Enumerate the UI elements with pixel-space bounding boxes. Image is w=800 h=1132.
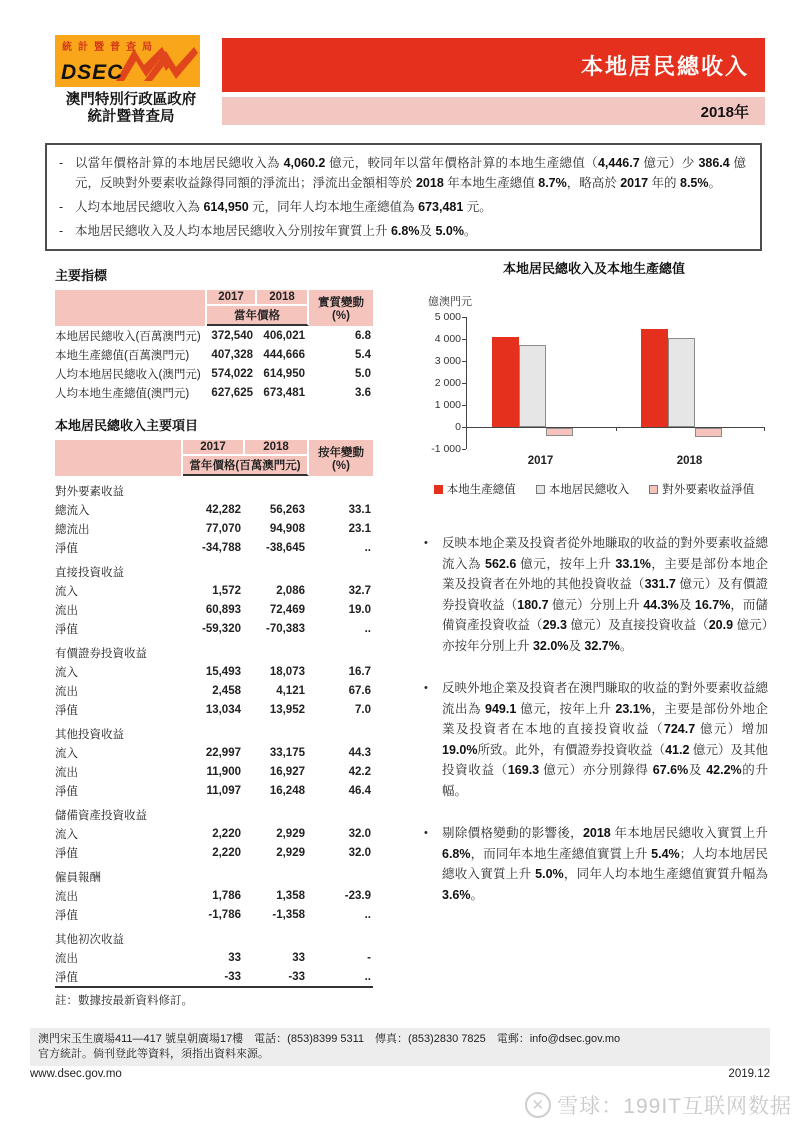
row-label: 淨值 [55,542,78,555]
table-row [55,800,373,824]
value-2017 [183,557,245,581]
dash-bullet: - [59,156,64,170]
table-row [55,638,373,662]
value-change: 16.7 [348,665,371,678]
row-label: 總流入 [55,504,90,517]
value-change: 33.1 [348,503,371,516]
watermark-text: 雪球：199IT互联网数据 [557,1095,792,1118]
analysis-item [420,823,768,905]
row-label: 流入 [55,585,78,598]
value-2018: 16,927 [269,765,305,778]
value-2017: 372,540 [211,329,253,342]
y-tick-label: 4 000 [434,333,461,345]
table-row [55,843,373,862]
value-2017: 15,493 [205,665,241,678]
key-highlights-box [45,143,762,251]
value-2017 [183,476,245,500]
year-banner [222,97,765,125]
value-change [309,719,373,743]
row-label: 僱員報酬 [55,872,101,884]
table1-change-header [309,290,373,326]
table2-title: 本地居民總收入主要項目 [55,418,199,433]
y-tick-mark [462,405,466,406]
value-change [309,638,373,662]
table-row [55,538,373,557]
change-header-line2: (%) [332,460,350,472]
key-indicators-table [55,290,373,402]
y-tick-mark [462,339,466,340]
row-label: 淨值 [55,971,78,984]
xueqiu-logo-icon: ✕ [525,1092,551,1118]
value-change: 5.4 [355,348,371,361]
legend-item [649,481,754,497]
value-2017: 574,022 [211,367,253,380]
value-2017: 627,625 [211,386,253,399]
dsec-acronym: DSEC [61,61,124,84]
value-change: 42.2 [348,765,371,778]
bar-2017-0 [492,337,519,427]
table1-title: 主要指標 [55,268,108,283]
table-row [55,762,373,781]
dash-bullet: - [59,200,64,214]
row-label: 有價證券投資收益 [55,648,147,660]
highlight-text: 以當年價格計算的本地居民總收入為 4,060.2 億元，較同年以當年價格計算的本地生產總值（4,446.7 億元）少 386.4 億元，反映對外要素收益錄得同額的淨流出；淨流出金額相等於 2018 年本地生產總值 8.7%，略高於 2017 年的 8.5%。 [75,156,746,190]
value-2017: 2,220 [212,846,241,859]
value-2018: 673,481 [263,386,305,399]
row-label: 流出 [55,685,78,698]
bar-2018-2 [695,428,722,437]
value-change: 3.6 [355,386,371,399]
footer-contact: 澳門宋玉生廣場411—417 號皇朝廣場17樓 電話：(853)8399 5311 傳真：(853)2830 7825 電郵：info@dsec.gov.mo [38,1033,621,1045]
y-tick-mark [462,361,466,362]
row-label: 流出 [55,952,78,965]
value-2017: 22,997 [205,746,241,759]
highlight-text: 本地居民總收入及人均本地居民總收入分別按年實質上升 6.8%及 5.0%。 [75,224,477,238]
value-2018 [245,476,309,500]
bar-2017-2 [546,428,573,436]
y-tick-label: 3 000 [434,355,461,367]
value-2018: 406,021 [263,329,305,342]
highlight-item [57,221,746,241]
table-row [55,326,373,345]
x-category-label: 2017 [527,455,554,467]
value-2017: -59,320 [201,622,241,635]
table-row [55,905,373,924]
table-row [55,924,373,948]
dot-bullet: • [424,682,428,694]
table-row [55,862,373,886]
dsec-logo [55,35,213,126]
value-2018: 2,086 [276,584,305,597]
value-2017: 77,070 [205,522,241,535]
page-title: 本地居民總收入 [580,53,749,79]
table-row [55,383,373,402]
dsec-logo-box [55,35,200,87]
y-tick-label: 5 000 [434,311,461,323]
table-bottom-rule [55,986,373,988]
legend-label: 本地生產總值 [446,484,516,496]
table-row [55,700,373,719]
value-2017: -33 [224,970,241,983]
value-change [309,862,373,886]
legend-label: 對外要素收益淨值 [662,484,755,496]
y-tick-mark [462,317,466,318]
value-change: 6.8 [355,329,371,342]
value-2018: -38,645 [265,541,305,554]
x-tick-mark [764,427,765,431]
value-change [309,476,373,500]
table-row [55,743,373,762]
legend-swatch [434,485,443,494]
value-change: .. [364,541,371,554]
value-2017: 33 [228,951,241,964]
footer-note: 官方統計。倘刊登此等資料，須指出資料來源。 [38,1047,269,1060]
main-components-table [55,440,373,988]
dash-bullet: - [59,224,64,238]
legend-item [434,481,516,497]
publication-date: 2019.12 [728,1068,770,1080]
row-label: 流入 [55,666,78,679]
value-2018: 18,073 [269,665,305,678]
value-change: 32.0 [348,846,371,859]
row-label: 本地居民總收入(百萬澳門元) [55,330,201,343]
row-label: 淨值 [55,623,78,636]
analysis-section [420,533,768,905]
value-change: 7.0 [355,703,371,716]
row-label: 對外要素收益 [55,486,124,498]
value-change: .. [364,970,371,983]
value-change [309,924,373,948]
bar-2018-1 [668,338,695,427]
watermark [525,1090,792,1120]
table-footnote: 註：數據按最新資料修訂。 [55,995,193,1007]
highlight-item [57,197,746,217]
value-2018: 2,929 [276,827,305,840]
dot-bullet: • [424,537,428,549]
dsec-logo-top-text: 統計暨普查局 [62,42,158,53]
value-2018 [245,557,309,581]
legend-label: 本地居民總收入 [548,484,630,496]
table1-col-2018: 2018 [257,290,309,306]
value-2017: 2,220 [212,827,241,840]
table-row [55,581,373,600]
table-row [55,345,373,364]
y-tick-mark [462,427,466,428]
table2-corner-cell [55,440,183,476]
value-2018: 13,952 [269,703,305,716]
table-row [55,967,373,986]
value-2018 [245,800,309,824]
org-line-1: 澳門特別行政區政府 [65,92,197,108]
row-label: 流出 [55,766,78,779]
highlight-item [57,153,746,193]
org-line-2: 統計暨普查局 [87,109,175,125]
row-label: 本地生產總值(百萬澳門元) [55,349,190,362]
value-2018: 72,469 [269,603,305,616]
value-change: - [367,951,371,964]
right-column [420,258,768,905]
row-label: 總流出 [55,523,90,536]
value-change: 32.0 [348,827,371,840]
y-tick-label: 2 000 [434,377,461,389]
chart-legend [420,481,768,497]
value-change: 32.7 [348,584,371,597]
change-header-line1: 按年變動 [318,447,364,459]
row-label: 其他初次收益 [55,934,124,946]
table-row [55,619,373,638]
value-2017 [183,862,245,886]
value-2018 [245,638,309,662]
table2-col-2018: 2018 [245,440,309,456]
website-url: www.dsec.gov.mo [30,1068,122,1080]
value-change [309,557,373,581]
analysis-text: 反映外地企業及投資者在澳門賺取的收益的對外要素收益總流出為 949.1 億元，按年上升 23.1%，主要是部份外地企業及投資者在本地的直接投資收益（724.7 億元）增加 19.0%所致。此外，有價證券投資收益（41.2 億元）及其他投資收益（169.3 億元）亦分別錄得 67.6%及 42.2%的升幅。 [442,681,768,798]
value-2017: 1,786 [212,889,241,902]
value-2017: 13,034 [205,703,241,716]
change-header-line2: (%) [332,310,350,322]
value-2018: 4,121 [276,684,305,697]
value-2017: 11,900 [206,765,241,778]
value-2017: 407,328 [211,348,253,361]
x-tick-mark [616,427,617,431]
value-2017 [183,638,245,662]
value-change: 44.3 [348,746,371,759]
table-row [55,476,373,500]
table-row [55,681,373,700]
row-label: 流入 [55,747,78,760]
row-label: 淨值 [55,847,78,860]
value-2017 [183,800,245,824]
value-change [309,800,373,824]
row-label: 流出 [55,890,78,903]
value-2018: 33,175 [269,746,305,759]
value-change: .. [364,908,371,921]
table-row [55,662,373,681]
table-row [55,519,373,538]
table-row [55,719,373,743]
title-banner [222,38,765,92]
highlight-text: 人均本地居民總收入為 614,950 元，同年人均本地生產總值為 673,481 元。 [75,200,492,214]
table1-subheader: 當年價格 [207,306,309,326]
table2-subheader: 當年價格(百萬澳門元) [183,456,309,476]
analysis-text: 反映本地企業及投資者從外地賺取的收益的對外要素收益總流入為 562.6 億元，按年上升 33.1%，主要是部份本地企業及投資者在外地的其他投資收益（331.7 億元）及有價證券投資收益（180.7 億元）分別上升 44.3%及 16.7%，而儲備資產投資收益（29.3 億元）及直接投資收益（20.9 億元）亦按年分別上升 32.0%及 32.7%。 [442,536,768,653]
value-2017 [183,924,245,948]
row-label: 儲備資產投資收益 [55,810,147,822]
dot-bullet: • [424,827,428,839]
chart-title: 本地居民總收入及本地生產總值 [502,261,685,276]
y-tick-label: 0 [455,421,461,433]
value-change: 19.0 [348,603,371,616]
value-2018: 444,666 [263,348,305,361]
table-row [55,948,373,967]
left-column [55,265,373,1008]
y-tick-label: -1 000 [431,443,461,455]
bar-2018-0 [641,329,668,427]
table-row [55,886,373,905]
table2-change-header [309,440,373,476]
org-name [55,92,207,126]
legend-item [536,481,630,497]
value-change: .. [364,622,371,635]
analysis-item [420,533,768,656]
value-2017: 42,282 [205,503,241,516]
x-category-label: 2018 [676,455,703,467]
table1-body [55,326,373,402]
row-label: 流入 [55,828,78,841]
value-2018: 614,950 [263,367,305,380]
bar-2017-1 [519,345,546,427]
chart-x-labels [466,455,768,467]
value-2018: 1,358 [276,889,305,902]
value-change: 67.6 [348,684,371,697]
table-row [55,781,373,800]
value-2018: 94,908 [269,522,305,535]
y-tick-label: 1 000 [434,399,461,411]
value-2017: 60,893 [205,603,241,616]
report-year: 2018年 [700,103,749,121]
row-label: 淨值 [55,909,78,922]
change-header-line1: 實質變動 [318,297,364,309]
table1-col-2017: 2017 [207,290,257,306]
table-row [55,364,373,383]
value-2017: -34,788 [201,541,241,554]
value-2018 [245,862,309,886]
value-2018: 2,929 [276,846,305,859]
footer-contact-bar [30,1028,770,1066]
row-label: 人均本地生產總值(澳門元) [55,387,190,400]
row-label: 淨值 [55,785,78,798]
value-2018: -33 [288,970,305,983]
row-label: 其他投資收益 [55,729,124,741]
value-2018: 33 [292,951,305,964]
y-tick-mark [462,449,466,450]
value-2018: -70,383 [265,622,305,635]
value-2018: -1,358 [272,908,305,921]
spacer [55,402,373,415]
table-row [55,824,373,843]
dsec-zigzag-icon [114,45,198,83]
chart-plot-wrap [431,311,768,455]
value-2018: 16,248 [269,784,305,797]
y-tick-mark [462,383,466,384]
table1-corner-cell [55,290,207,326]
table2-col-2017: 2017 [183,440,245,456]
row-label: 人均本地居民總收入(澳門元) [55,368,201,381]
value-change: -23.9 [344,889,371,902]
value-2017: 2,458 [212,684,241,697]
row-label: 淨值 [55,704,78,717]
value-2017: 11,097 [206,784,241,797]
value-2017: 1,572 [212,584,241,597]
value-2017: -1,786 [208,908,241,921]
table2-body [55,476,373,986]
value-2018 [245,924,309,948]
table-row [55,600,373,619]
row-label: 直接投資收益 [55,567,124,579]
footer-site-line [30,1068,770,1080]
value-change: 23.1 [348,522,371,535]
row-label: 流出 [55,604,78,617]
analysis-item [420,678,768,801]
table-row [55,500,373,519]
bar-chart [431,311,764,455]
analysis-text: 剔除價格變動的影響後，2018 年本地居民總收入實質上升 6.8%，而同年本地生產總值實質上升 5.4%；人均本地居民總收入實質上升 5.0%，同年人均本地生產總值實質升幅為 3.6%。 [442,826,768,902]
legend-swatch [649,485,658,494]
value-2018: 56,263 [269,503,305,516]
table-row [55,557,373,581]
value-2018 [245,719,309,743]
value-change: 5.0 [355,367,371,380]
value-change: 46.4 [348,784,371,797]
legend-swatch [536,485,545,494]
chart-unit-label: 億澳門元 [428,296,472,308]
value-2017 [183,719,245,743]
